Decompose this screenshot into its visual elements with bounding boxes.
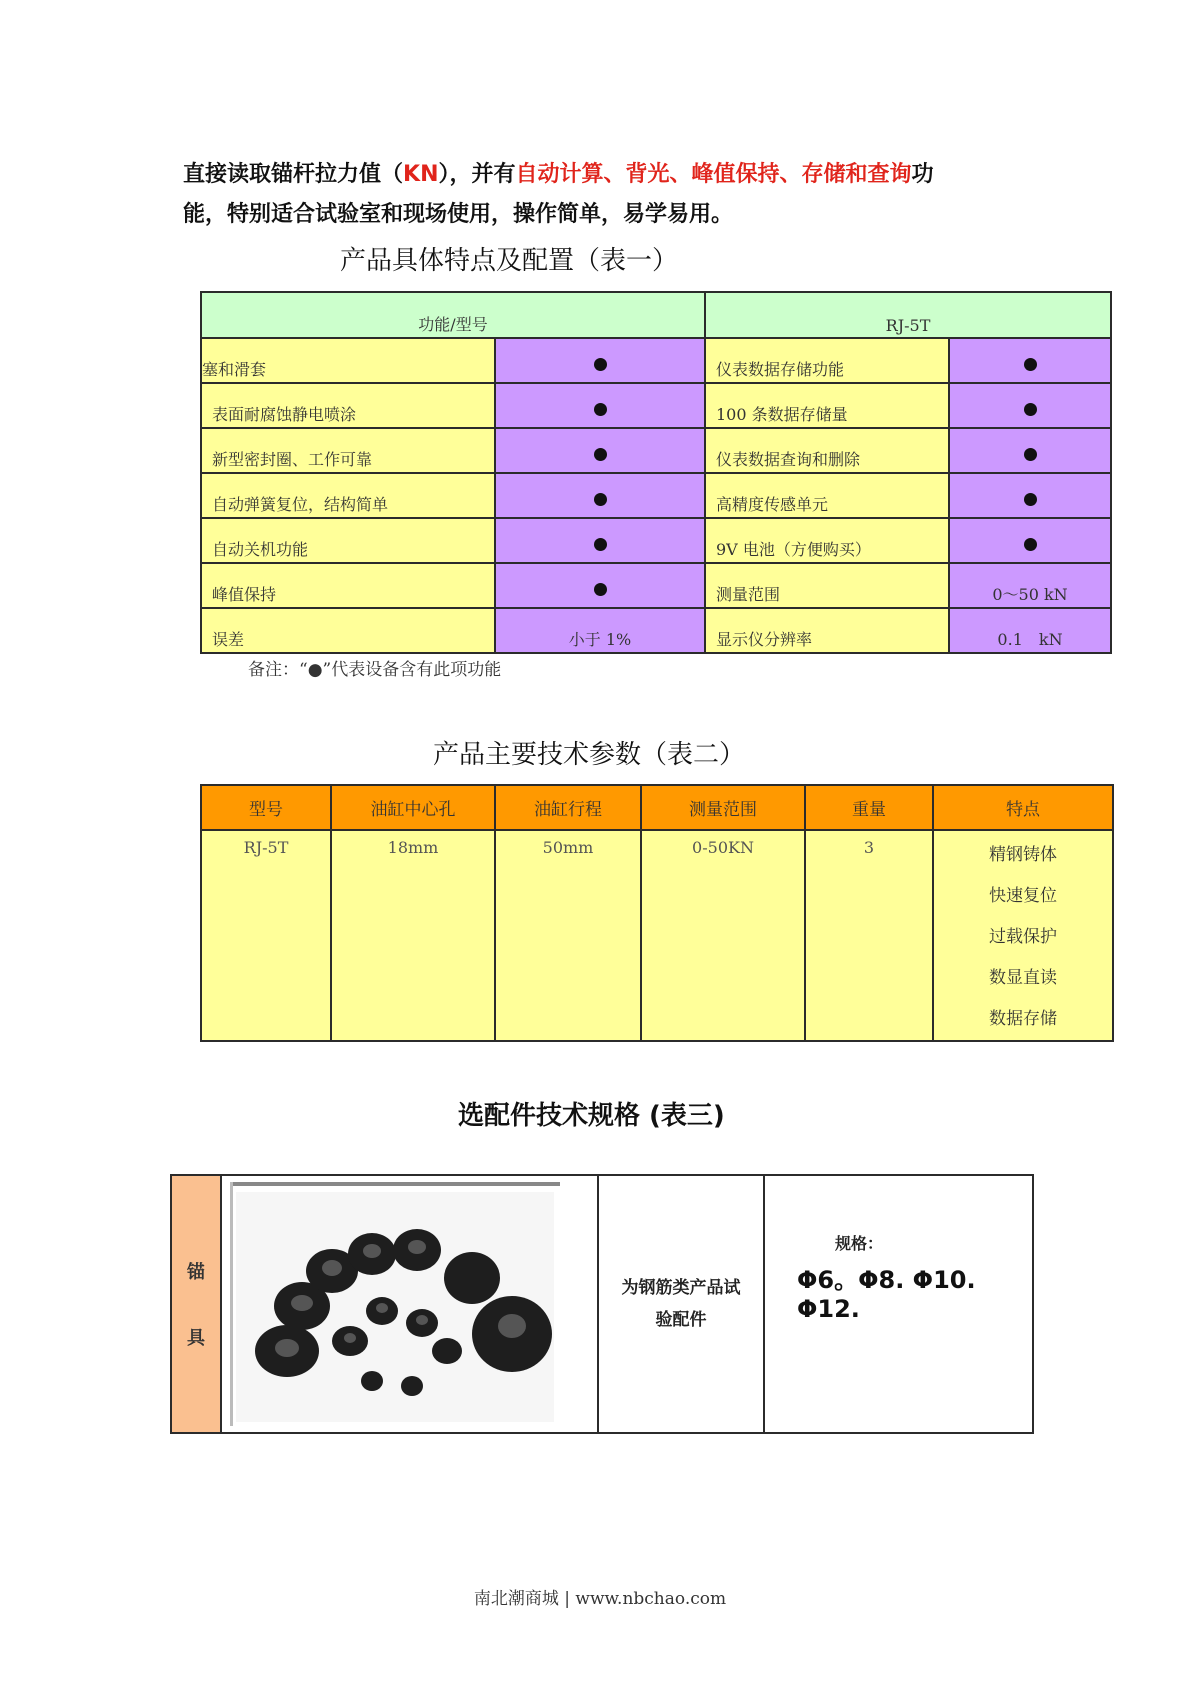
table-row	[201, 608, 1111, 653]
feature-value	[495, 518, 705, 563]
feature-label	[201, 608, 495, 653]
feature-item: 数据存储	[989, 1009, 1057, 1029]
cell-text: 表面耐腐蚀静电喷涂	[212, 405, 357, 424]
feature-label	[705, 518, 949, 563]
table1-title: 产品具体特点及配置（表一）	[340, 246, 679, 276]
cell-text: 自动关机功能	[212, 540, 309, 559]
cell-text: 新型密封圈、工作可靠	[212, 450, 373, 469]
table-row	[201, 473, 1111, 518]
table-row	[201, 428, 1111, 473]
accessory-name-char-1: 锚	[187, 1262, 205, 1283]
column-header: 测量范围	[641, 785, 805, 830]
intro-text-b: ），并有	[438, 162, 516, 187]
column-header: 油缸中心孔	[331, 785, 495, 830]
feature-value	[495, 563, 705, 608]
table-cell	[331, 830, 495, 1041]
feature-label	[201, 563, 495, 608]
cell-text: 0.1 kN	[997, 630, 1063, 649]
cell-text: 100 条数据存储量	[716, 405, 848, 424]
feature-value	[949, 563, 1111, 608]
feature-label	[201, 518, 495, 563]
spec-label: 规格：	[835, 1234, 884, 1253]
table-row	[201, 383, 1111, 428]
feature-value	[495, 608, 705, 653]
accessory-table	[170, 1174, 1034, 1434]
anchor-grips-image	[222, 1176, 597, 1428]
cell-text: 误差	[212, 630, 245, 649]
table-cell	[201, 830, 331, 1041]
footer: 南北潮商城 | www.nbchao.com	[473, 1589, 727, 1609]
header-model-code: RJ-5T	[705, 292, 1111, 338]
intro-paragraph	[183, 155, 1063, 235]
table-row	[201, 563, 1111, 608]
accessory-description-line-1: 为钢筋类产品试	[621, 1278, 741, 1298]
accessory-photo	[221, 1175, 598, 1433]
accessory-name-cell	[171, 1175, 221, 1433]
table-header-row	[201, 292, 1111, 338]
cell-text: 测量范围	[716, 585, 781, 604]
cell-text: 0-50KN	[692, 838, 754, 857]
cell-text: 仪表数据查询和删除	[716, 450, 861, 469]
table-header-row	[201, 785, 1113, 830]
intro-kn: KN	[403, 162, 439, 187]
features-cell	[933, 830, 1113, 1041]
included-dot-icon	[594, 358, 607, 371]
cell-text: 塞和滑套	[202, 360, 267, 379]
feature-label	[705, 428, 949, 473]
feature-label	[201, 428, 495, 473]
included-dot-icon	[1024, 358, 1037, 371]
accessory-description-line-2: 验配件	[655, 1310, 707, 1330]
cell-text: 显示仪分辨率	[716, 630, 813, 649]
feature-value	[495, 473, 705, 518]
intro-features-red: 自动计算、背光、峰值保持、存储和查询	[515, 162, 912, 187]
intro-line-1	[183, 155, 1063, 195]
feature-item: 过载保护	[989, 927, 1057, 947]
feature-value	[949, 428, 1111, 473]
feature-value	[949, 518, 1111, 563]
table-row	[201, 338, 1111, 383]
intro-line-2: 能，特别适合试验室和现场使用，操作简单，易学易用。	[183, 202, 734, 227]
cell-text: 仪表数据存储功能	[716, 360, 845, 379]
feature-label	[705, 608, 949, 653]
feature-label	[705, 473, 949, 518]
feature-value	[949, 383, 1111, 428]
column-header: 重量	[805, 785, 933, 830]
included-dot-icon	[594, 403, 607, 416]
column-header: 型号	[201, 785, 331, 830]
cell-text: 小于 1%	[568, 630, 632, 649]
intro-text-a: 直接读取锚杆拉力值（	[183, 162, 404, 187]
table2-title: 产品主要技术参数（表二）	[433, 740, 746, 770]
cell-text: 峰值保持	[212, 585, 277, 604]
feature-label	[705, 563, 949, 608]
cell-text: 3	[863, 838, 875, 857]
features-table	[200, 291, 1112, 654]
feature-label	[201, 383, 495, 428]
included-dot-icon	[594, 538, 607, 551]
feature-item: 精钢铸体	[989, 845, 1057, 865]
table-row	[201, 830, 1113, 1041]
table-cell	[805, 830, 933, 1041]
feature-value	[495, 338, 705, 383]
feature-value	[949, 608, 1111, 653]
column-header: 油缸行程	[495, 785, 641, 830]
table-cell	[641, 830, 805, 1041]
table1-note: 备注：“●”代表设备含有此项功能	[248, 660, 502, 680]
included-dot-icon	[1024, 403, 1037, 416]
feature-label	[705, 383, 949, 428]
included-dot-icon	[594, 448, 607, 461]
included-dot-icon	[1024, 538, 1037, 551]
spec-value: Φ6。Φ8. Φ10. Φ12.	[797, 1266, 976, 1323]
feature-label	[705, 338, 949, 383]
cell-text: 高精度传感单元	[716, 495, 829, 514]
included-dot-icon	[1024, 493, 1037, 506]
feature-value	[495, 428, 705, 473]
feature-label	[201, 338, 495, 383]
intro-text-c: 功	[911, 162, 934, 187]
table-cell	[495, 830, 641, 1041]
feature-label	[201, 473, 495, 518]
feature-item: 数显直读	[989, 968, 1057, 988]
accessory-name-char-2: 具	[187, 1328, 205, 1349]
feature-item: 快速复位	[989, 886, 1057, 906]
included-dot-icon	[1024, 448, 1037, 461]
feature-value	[949, 473, 1111, 518]
cell-text: 9V 电池（方便购买）	[716, 540, 871, 559]
accessory-spec	[764, 1175, 1033, 1433]
table-row	[171, 1175, 1033, 1433]
feature-value	[495, 383, 705, 428]
feature-value	[949, 338, 1111, 383]
included-dot-icon	[594, 493, 607, 506]
cell-text: 自动弹簧复位，结构简单	[212, 495, 389, 514]
included-dot-icon	[594, 583, 607, 596]
cell-text: 18mm	[387, 838, 439, 857]
accessory-description	[598, 1175, 764, 1433]
cell-text: RJ-5T	[243, 838, 289, 857]
table-row	[201, 518, 1111, 563]
cell-text: 50mm	[542, 838, 594, 857]
cell-text: 0～50 kN	[992, 585, 1068, 604]
table3-title: 选配件技术规格 (表三)	[458, 1101, 725, 1131]
tech-params-table	[200, 784, 1114, 1042]
header-function-model: 功能/型号	[201, 292, 705, 338]
column-header: 特点	[933, 785, 1113, 830]
